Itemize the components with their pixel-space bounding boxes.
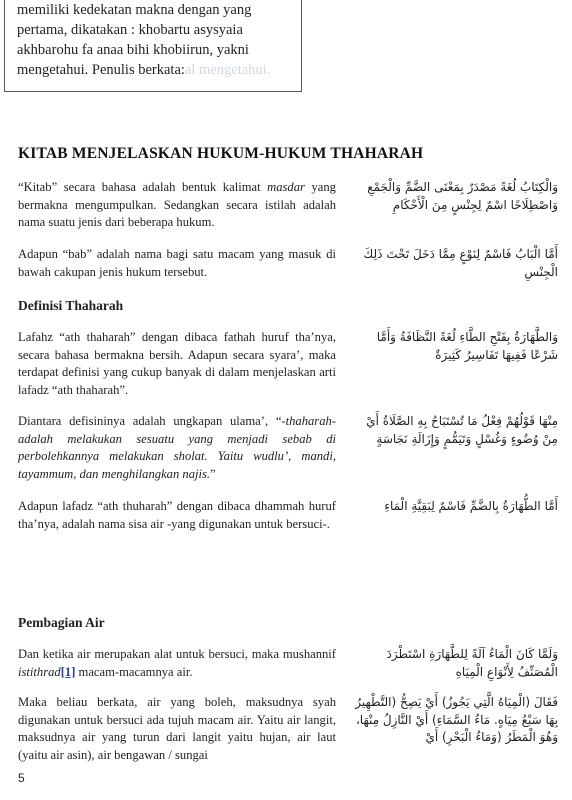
- translation-water-tool: [18, 646, 336, 681]
- previous-page-text-box: [4, 0, 302, 92]
- italic-term: istithrad: [18, 664, 61, 679]
- chapter-heading: KITAB MENJELASKAN HUKUM-HUKUM THAHARAH: [18, 145, 424, 162]
- translation-italic: masdar: [267, 180, 305, 194]
- footnote-link[interactable]: [1]: [60, 664, 76, 679]
- translation-text: ”: [210, 466, 216, 481]
- previous-page-paragraph: memiliki kedekatan makna dengan yang pertama, dikatakan : khobartu asysyaia akhbarohu fa anaa bihi khobiirun, yakni mengetahui. Penulis berkata:: [17, 2, 252, 78]
- translation-text: “Kitab” secara bahasa adalah bentuk kalimat: [18, 180, 268, 194]
- arabic-text-water-tool: وَلَمَّا كَانَ الْمَاءُ آلَةً لِلطَّهَارَةِ اسْتَطْرَدَ الْمُصَنِّفُ لِأَنْوَاعِ الْمِيَاهِ: [386, 647, 558, 679]
- translation-bab: Adapun “bab” adalah nama bagi satu macam yang masuk di bawah cakupan jenis hukum tersebut.: [18, 247, 336, 279]
- translation-text: Diantara defisininya adalah ungkapan ulama’, “-: [18, 414, 286, 428]
- arabic-text-definition: مِنْهَا قَوْلُهُمْ فِعْلُ مَا تُسْتَبَاحُ بِهِ الصَّلَاةُ أَيْ مِنْ وُضُوءٍ وَغُسْلٍ وَتَيَمُّمٍ وَإِزَالَةِ نَجَاسَةٍ: [366, 414, 558, 446]
- translation-thaharah: Lafahz “ath thaharah” dengan dibaca fathah huruf tha’nya, secara bahasa bermakna bersih. Adapun secara syara’, maka terdapat definisi yang cukup banyak di dalam menjelaskan arti lafadz “ath thaharah”.: [18, 330, 336, 397]
- arabic-text-thaharah: وَالطَّهَارَةُ بِفَتْحِ الطَّاءِ لُغَةً النَّظَافَةُ وَأَمَّا شَرْعًا فَفِيهَا تَفَاسِيرُ كَثِيرَةٌ: [376, 330, 558, 362]
- arabic-text-kitab: وَالْكِتَابُ لُغَةً مَصْدَرٌ بِمَعْنَى الضَّمِّ وَالْجَمْعِ وَاصْطِلَاحًا اسْمٌ لِجِنْسٍ مِنَ الْأَحْكَامِ: [367, 180, 558, 212]
- translation-italic: thaharah- adalah melakukan sesuatu yang menjadi sebab di perbolehkannya melakukan sholat. Yaitu wudlu’, mandi, tayammum, dan menghilangkan najis.: [18, 414, 336, 481]
- translation-seven-waters: Maka beliau berkata, air yang boleh, maksudnya syah digunakan untuk bersuci ada tujuh macam air. Yaitu air langit, maksudnya air yang turun dari langit yaitu hujan, air laut (yaitu air asin), air bengawan / sungai: [18, 695, 336, 762]
- arabic-text-seven-waters: فَقَالَ (الْمِيَاهُ الَّتِي يَجُوزُ) أَيْ يَصِحُّ (التَّطْهِيرُ بِهَا سَبْعُ مِيَاهٍ. مَاءُ السَّمَاءِ) أَيْ النَّازِلُ مِنْهَا، وَهُوَ الْمَطَرُ (وَمَاءُ الْبَحْرِ) أَيْ: [355, 695, 558, 744]
- section-heading-definisi: Definisi Thaharah: [18, 298, 124, 313]
- translation-text: yang bermakna mengumpulkan. Sedangkan secara istilah adalah nama suatu jenis dari beberapa hukum.: [18, 180, 336, 229]
- faded-overflow-text: al mengetahui.: [184, 62, 271, 78]
- page-number: 5: [18, 771, 25, 785]
- section-heading-pembagian-air: Pembagian Air: [18, 615, 105, 630]
- translation-kitab: [18, 179, 336, 232]
- translation-text: Dan ketika air merupakan alat untuk bersuci, maka mushannif: [18, 647, 336, 661]
- translation-text: macam-macamnya air.: [75, 664, 193, 679]
- translation-thuharah: Adapun lafadz “ath thuharah” dengan dibaca dhammah huruf tha’nya, adalah nama sisa air -yang digunakan untuk bersuci-.: [18, 499, 336, 531]
- arabic-text-thuharah: أَمَّا الطُّهَارَةُ بِالضَّمِّ فَاسْمٌ لِبَقِيَّةِ الْمَاءِ: [384, 499, 558, 513]
- translation-italic: [18, 665, 75, 679]
- translation-definition: [18, 413, 336, 483]
- arabic-text-bab: أَمَّا الْبَابُ فَاسْمٌ لِنَوْعٍ مِمَّا دَخَلَ تَحْتَ ذَلِكَ الْجِنْسِ: [363, 247, 558, 279]
